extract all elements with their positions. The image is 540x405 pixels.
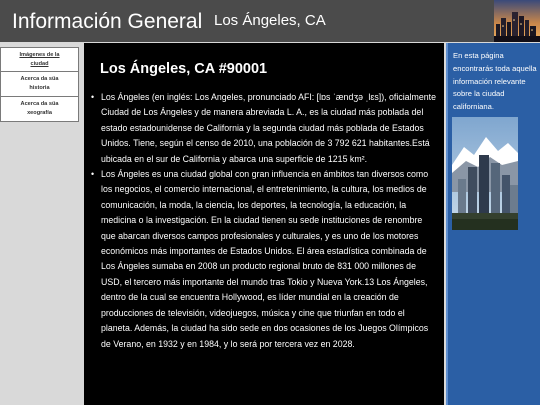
sidebar-item-label: historia	[29, 85, 50, 91]
sidebar-nav	[0, 47, 79, 122]
city-skyline-night-photo	[494, 0, 540, 42]
header	[0, 0, 540, 42]
aside-text: En esta página encontrarás toda aquella información relevante sobre la ciudad californiana.	[453, 51, 537, 112]
sidebar-item-label: Acerca da süa	[20, 76, 59, 82]
list-item: • Los Ángeles (en inglés: Los Angeles, pronunciado AFI: [lɒs ˈændʒə ˌlɛs]), oficialmente Ciudad de Los Ángeles y de manera abreviada L. A., es la ciudad más poblada del estado estadounidense de California y la segunda ciudad más poblada de Estados Unidos. Tiene, según el censo de 2010, una población de 3 792 621 habitantes.Está ubicada en el sur de California y abarca una superficie de 1215 km².	[88, 90, 438, 167]
list-item: • Los Ángeles es una ciudad global con gran influencia en ámbitos tan diversos como los negocios, el comercio internacional, el entretenimiento, la cultura, los medios de comunicación, la moda, la ciencia, los deportes, la tecnología, la educación, la medicina o la investigación. En la ciudad tienen su sede instituciones de renombre que abarcan diversos campos profesionales y culturales, y es uno de los motores económicos más importantes de Estados Unidos. El área estadística combinada de Los Ángeles sumaba en 2008 un producto regional bruto de 831 000 millones de USD, el tercero más importante del mundo tras Tokio y Nueva York.13 Los Ángeles, dentro de la cual se encuentra Hollywood, es líder mundial en la creación de producciones de televisión, videojuegos, música y cine que triunfan en todo el planeta. Además, la ciudad ha sido sede en dos ocasiones de los Juegos Olímpicos de Verano, en 1932 y en 1984, y lo será por tercera vez en 2028.	[88, 167, 438, 352]
sidebar-item-label: ciudad	[30, 61, 49, 67]
downtown-skyline-mountains-photo	[452, 117, 518, 230]
sidebar-item-label: xeografía	[27, 110, 52, 116]
main-content	[84, 43, 444, 405]
site-title: Información General	[12, 10, 203, 33]
site-subtitle: Los Ángeles, CA	[214, 12, 326, 29]
sidebar-item-xeografia[interactable]	[0, 97, 79, 122]
sidebar-item-label: Acerca da süa	[20, 101, 59, 107]
sidebar-item-historia[interactable]	[0, 72, 79, 97]
info-aside	[446, 43, 540, 405]
page-title: Los Ángeles, CA #90001	[100, 61, 268, 77]
sidebar-item-imagenes[interactable]	[0, 47, 79, 72]
info-list	[88, 90, 438, 352]
sidebar-item-label: Imágenes de la	[19, 52, 60, 58]
